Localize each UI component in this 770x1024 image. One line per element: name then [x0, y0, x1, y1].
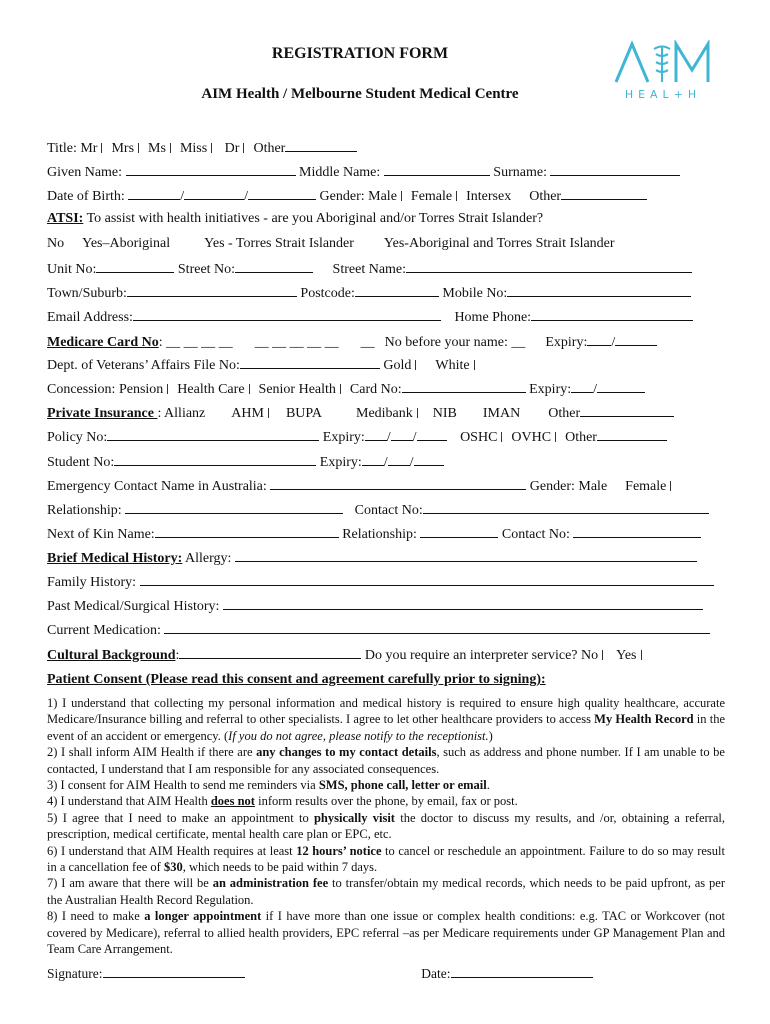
title-other-field[interactable] — [285, 138, 357, 152]
emergency-name-field[interactable] — [270, 476, 526, 490]
insurer-other[interactable]: Other — [548, 406, 581, 421]
policy-expiry-month[interactable] — [391, 427, 413, 441]
checkbox-medibank[interactable] — [417, 408, 423, 418]
gender-male[interactable]: Gender: Male — [319, 189, 397, 204]
street-name-field[interactable] — [406, 259, 692, 273]
title-mrs[interactable]: Mrs — [111, 141, 135, 156]
relationship-row: Relationship: Contact No: — [47, 500, 724, 520]
interpreter-yes[interactable]: Yes — [616, 648, 637, 663]
insurer-medibank[interactable]: Medibank — [356, 406, 413, 421]
atsi-row: ATSI: To assist with health initiatives - are you Aboriginal and/or Torres Strait Islander? — [47, 211, 544, 226]
unit-no-field[interactable] — [96, 259, 174, 273]
checkbox-male[interactable] — [401, 191, 407, 201]
concession-pension[interactable]: Concession: Pension — [47, 382, 164, 397]
checkbox-mrs[interactable] — [138, 143, 144, 153]
title-miss[interactable]: Miss — [179, 141, 208, 156]
checkbox-dr[interactable] — [243, 143, 249, 153]
insurer-ahm[interactable]: AHM — [231, 406, 264, 421]
dob-year-field[interactable] — [248, 186, 316, 200]
checkbox-health-care[interactable] — [249, 384, 255, 394]
title-other[interactable]: Other — [253, 141, 286, 156]
policy-no-field[interactable] — [107, 427, 319, 441]
allergy-field[interactable] — [235, 548, 697, 562]
medicare-expiry-month[interactable] — [587, 332, 611, 346]
consent-item-6: 6) I understand that AIM Health requires at least 12 hours’ notice to cancel or reschedule an appointment. Failure to do so may result in a cancellation fee of $30, which needs to be paid within 7 days. — [47, 843, 725, 875]
gender-other-field[interactable] — [561, 186, 647, 200]
clinic-name: AIM Health / Melbourne Student Medical Centre — [201, 86, 519, 102]
student-no-field[interactable] — [114, 452, 316, 466]
medicare-digits-2[interactable]: __ __ __ __ __ — [254, 335, 339, 350]
dob-day-field[interactable] — [128, 186, 180, 200]
checkbox-interpreter-no[interactable] — [602, 650, 608, 660]
medicare-irn[interactable]: __ — [511, 335, 526, 350]
atsi-options-row — [47, 235, 724, 253]
policy-other[interactable]: Other — [565, 430, 597, 445]
emergency-contact-field[interactable] — [423, 500, 709, 514]
middle-name-field[interactable] — [384, 162, 490, 176]
street-no-field[interactable] — [235, 259, 313, 273]
medicare-digits-3[interactable]: __ — [360, 335, 375, 350]
concession-card-field[interactable] — [402, 379, 526, 393]
student-expiry-month[interactable] — [388, 452, 410, 466]
given-name-field[interactable] — [126, 162, 296, 176]
name-row: Given Name: Middle Name: Surname: — [47, 162, 724, 182]
past-history-field[interactable] — [223, 596, 703, 610]
policy-row: Policy No: Expiry: / / OSHC OVHC Other — [47, 427, 724, 447]
consent-item-1: 1) I understand that collecting my personal information and medical history is required to ensure high quality healthcare, accurate Medicare/Insurance billing and referral to other specialists. I agree to let other healthcare providers to access My Health Record in the event of an accident or emergency. (If you do not agree, please notify to the receptionist.) — [47, 696, 725, 743]
kin-relationship-field[interactable] — [420, 524, 498, 538]
emergency-row: Emergency Contact Name in Australia: Gender: Male Female — [47, 476, 724, 496]
address-row: Unit No: Street No: Street Name: — [47, 259, 724, 279]
insurer-iman[interactable]: IMAN — [482, 406, 521, 421]
consent-item-7: 7) I am aware that there will be an administration fee to transfer/obtain my medical records, which needs to be paid upfront, as per the Australian Health Record Regulation. — [47, 876, 726, 907]
atsi-yes-both[interactable]: Yes-Aboriginal and Torres Strait Islander — [383, 236, 615, 251]
dva-row: Dept. of Veterans’ Affairs File No: Gold White — [47, 355, 724, 375]
concession-expiry-month[interactable] — [571, 379, 593, 393]
checkbox-interpreter-yes[interactable] — [641, 650, 647, 660]
town-row: Town/Suburb: Postcode: Mobile No: — [47, 283, 724, 303]
form-title: REGISTRATION FORM — [271, 45, 449, 62]
title-dr[interactable]: Dr — [224, 141, 240, 156]
concession-senior[interactable]: Senior Health — [258, 382, 336, 397]
medicare-row: Medicare Card No: __ __ __ __ __ __ __ __ __ __ No before your name: __ Expiry: / — [47, 332, 724, 352]
gender-female[interactable]: Female — [410, 189, 453, 204]
home-phone-field[interactable] — [531, 307, 693, 321]
consent-heading: Patient Consent (Please read this consent and agreement carefully prior to signing): — [47, 672, 546, 687]
gender-intersex[interactable]: Intersex — [466, 189, 512, 204]
consent-item-5: 5) I agree that I need to make an appointment to physically visit the doctor to discuss my results, and /or, obtaining a referral, prescription, medical certificate, mental health care plan or EPC, etc. — [47, 810, 725, 842]
checkbox-ms[interactable] — [170, 143, 176, 153]
policy-expiry-day[interactable] — [365, 427, 387, 441]
family-history-row: Family History: — [47, 572, 724, 592]
insurer-allianz[interactable]: : Allianz — [157, 406, 206, 421]
medicare-digits-1[interactable]: __ __ __ __ — [166, 335, 233, 350]
policy-other-field[interactable] — [597, 427, 667, 441]
checkbox-emergency-female[interactable] — [670, 481, 676, 491]
dob-month-field[interactable] — [184, 186, 244, 200]
title-ms[interactable]: Ms — [148, 141, 166, 156]
gender-other[interactable]: Other — [529, 189, 562, 204]
title-row: Title: Mr Mrs Ms Miss Dr Other — [47, 138, 724, 158]
past-history-row: Past Medical/Surgical History: — [47, 596, 724, 616]
checkbox-ovhc[interactable] — [555, 432, 561, 442]
surname-field[interactable] — [550, 162, 680, 176]
atsi-yes-aboriginal[interactable]: Yes–Aboriginal — [82, 236, 171, 251]
checkbox-senior[interactable] — [340, 384, 346, 394]
cultural-field[interactable] — [179, 645, 361, 659]
checkbox-miss[interactable] — [211, 143, 217, 153]
private-insurance-row: Private Insurance : Allianz AHM BUPA Medibank NIB IMAN Other — [47, 403, 724, 423]
medical-history-row: Brief Medical History: Allergy: — [47, 548, 724, 568]
concession-health-care[interactable]: Health Care — [177, 382, 245, 397]
policy-expiry-year[interactable] — [417, 427, 447, 441]
student-expiry-year[interactable] — [414, 452, 444, 466]
policy-ovhc[interactable]: OVHC — [511, 430, 552, 445]
relationship-field[interactable] — [125, 500, 343, 514]
insurer-nib[interactable]: NIB — [432, 406, 457, 421]
checkbox-pension[interactable] — [167, 384, 173, 394]
family-history-field[interactable] — [140, 572, 714, 586]
atsi-yes-tsi[interactable]: Yes - Torres Strait Islander — [204, 236, 354, 251]
cultural-row: Cultural Background: Do you require an interpreter service? No Yes — [47, 645, 724, 665]
signature-row: Signature: Date: — [47, 964, 724, 983]
kin-name-field[interactable] — [155, 524, 339, 538]
town-field[interactable] — [127, 283, 297, 297]
concession-expiry-year[interactable] — [597, 379, 645, 393]
checkbox-white[interactable] — [474, 360, 480, 370]
consent-item-3: 3) I consent for AIM Health to send me reminders via SMS, phone call, letter or email. — [47, 778, 490, 793]
mobile-field[interactable] — [507, 283, 691, 297]
policy-oshc[interactable]: OSHC — [460, 430, 498, 445]
student-expiry-day[interactable] — [362, 452, 384, 466]
checkbox-female[interactable] — [456, 191, 462, 201]
checkbox-oshc[interactable] — [501, 432, 507, 442]
dob-row: Date of Birth: / / Gender: Male Female Intersex Other — [47, 186, 724, 206]
date-field[interactable] — [451, 964, 593, 978]
consent-item-8: 8) I need to make a longer appointment if I have more than one issue or complex health conditions: e.g. TAC or Workcover (not covered by Medicare), referral to allied health providers, EPC referral –as per Medicare requirements under GP Management Plan and Team Care Arrangement. — [47, 909, 725, 957]
consent-body — [47, 695, 725, 958]
medicare-expiry-year[interactable] — [615, 332, 657, 346]
medication-field[interactable] — [164, 620, 710, 634]
checkbox-gold[interactable] — [415, 360, 421, 370]
concession-row: Concession: Pension Health Care Senior Health Card No: Expiry: / — [47, 379, 724, 399]
kin-row: Next of Kin Name: Relationship: Contact No: — [47, 524, 724, 544]
dva-white[interactable]: White — [435, 358, 470, 373]
consent-item-4: 4) I understand that AIM Health does not inform results over the phone, by email, fax or post. — [47, 794, 518, 809]
signature-field[interactable] — [103, 964, 245, 978]
atsi-no[interactable]: No — [47, 236, 65, 251]
checkbox-ahm[interactable] — [268, 408, 274, 418]
emergency-male[interactable]: Gender: Male — [529, 479, 608, 494]
student-row: Student No: Expiry: / / — [47, 452, 724, 472]
title-mr[interactable]: Mr — [80, 141, 98, 156]
emergency-female[interactable]: Female — [625, 479, 667, 494]
kin-contact-field[interactable] — [573, 524, 701, 538]
checkbox-mr[interactable] — [101, 143, 107, 153]
consent-item-2: 2) I shall inform AIM Health if there are any changes to my contact details, such as address and phone number. If I am unable to be contacted, I understand that I am responsible for any associated consequences. — [47, 745, 725, 776]
insurer-bupa[interactable]: BUPA — [285, 406, 322, 421]
dva-gold[interactable]: Gold — [383, 358, 412, 373]
svg-text:HEAL+H: HEAL+H — [624, 88, 702, 101]
insurer-other-field[interactable] — [580, 403, 674, 417]
medication-row: Current Medication: — [47, 620, 724, 640]
email-row: Email Address: Home Phone: — [47, 307, 724, 327]
aim-health-logo — [612, 40, 714, 102]
email-field[interactable] — [133, 307, 441, 321]
postcode-field[interactable] — [355, 283, 439, 297]
dva-file-field[interactable] — [240, 355, 380, 369]
interpreter-no[interactable]: Do you require an interpreter service? No — [364, 648, 599, 663]
